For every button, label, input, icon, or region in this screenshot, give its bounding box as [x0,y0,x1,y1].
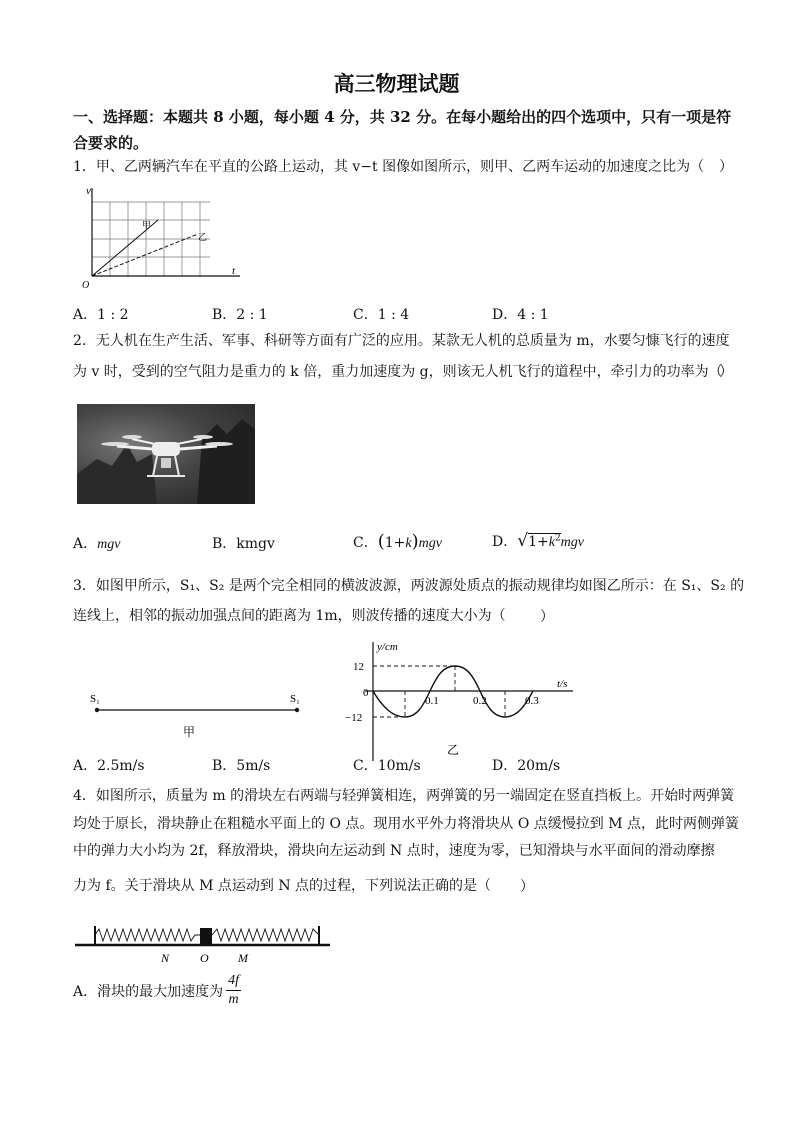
q2-stem-line2: 为 v 时，受到的空气阻力是重力的 k 倍，重力加速度为 g，则该无人机飞行的道程中，牵引力的功率为（ ） [73,364,733,380]
q3-stem-line2: 连线上，相邻的振动加强点间的距离为 1m，则波传播的速度大小为（ [73,608,506,624]
q1-line-a-label: 甲 [142,220,152,230]
q4-stem-line3: 中的弹力大小均为 2f，释放滑块，滑块向左运动到 N 点时，速度为零，已知滑块与水平面间的滑动摩擦 [73,843,715,859]
q3-origin: 0 [363,687,369,699]
q3-y-pos: 12 [353,661,364,673]
q3-tick-1: 0.2 [473,695,487,707]
q4-label-o: O [200,951,209,965]
q3-x-label: t/s [557,678,568,690]
q4-stem-line2: 均处于原长，滑块静止在粗糙水平面上的 O 点。现用水平外力将滑块从 O 点缓慢拉到 M 点，此时两侧弹簧 [73,816,739,832]
q1-y-label: v [86,185,91,197]
q1-line-b-label: 乙 [198,232,208,242]
q2-stem-line1: 2．无人机在生产生活、军事、科研等方面有广泛的应用。某款无人机的总质量为 m，水要匀慷飞行的速度 [73,333,730,349]
q3-fig-a [85,688,315,743]
page-title: 高三物理试题 [333,71,460,96]
q3-fig-b-caption: 乙 [447,743,460,757]
drone-photo [77,404,255,504]
q4-option-a-fraction: 4f m [228,973,240,1007]
q3-option-a[interactable]: A．2.5m/s [73,758,145,774]
q3-option-d[interactable]: D．20m/s [492,758,561,774]
q3-s2-label: S₁ [290,693,300,705]
q1-option-d[interactable]: D．4 : 1 [492,307,549,323]
q3-option-c[interactable]: C．10m/s [353,758,421,774]
q4-label-m: M [238,951,248,965]
drone-icon [77,404,255,504]
q3-stem-line1: 3．如图甲所示，S₁、S₂ 是两个完全相同的横波波源，两波源处质点的振动规律均如图乙所示：在 S₁、S₂ 的 [73,578,745,594]
section-heading: 一、选择题：本题共 8 小题，每小题 4 分，共 32 分。在每小题给出的四个选项中，只有一项是符合要求的。 [73,108,732,152]
q4-stem-line1: 4．如图所示，质量为 m 的滑块左右两端与轻弹簧相连，两弹簧的另一端固定在竖直挡板上。开始时两弹簧 [73,788,735,804]
q1-stem: 1．甲、乙两辆汽车在平直的公路上运动，其 v−t 图像如图所示，则甲、乙两车运动的加速度之比为（ ） [73,159,733,175]
q3-tick-2: 0.3 [525,695,539,707]
q4-label-n: N [161,951,170,965]
q4-stem-line4: 力为 f。关于滑块从 M 点运动到 N 点的过程，下列说法正确的是（ [73,878,492,894]
q4-option-a[interactable]: A．滑块的最大加速度为 4f m [73,973,240,1007]
q3-paren-close: ） [540,609,554,625]
q1-x-label: t [232,265,236,277]
q3-fig-b [335,636,585,762]
q1-vt-graph [80,182,250,294]
q3-option-b[interactable]: B．5m/s [212,758,271,774]
q3-y-neg: −12 [345,712,363,724]
q3-tick-0: 0.1 [425,695,439,707]
q3-s1-label: S₁ [90,693,100,705]
q1-option-a[interactable]: A．1 : 2 [73,307,129,323]
q1-origin: O [82,280,90,291]
q2-option-d[interactable]: D．$√1+k^2mgv$ [492,531,584,551]
q2-option-c[interactable]: C．(1+k)mgv [353,531,442,552]
q2-option-a[interactable]: A．mgv [73,536,121,552]
q2-option-b[interactable]: B．kmgv [212,536,275,552]
q1-option-b[interactable]: B．2 : 1 [212,307,268,323]
q4-spring-figure [75,920,335,968]
q4-paren-close: ） [520,879,534,895]
q1-option-c[interactable]: C．1 : 4 [353,307,410,323]
q3-fig-a-caption: 甲 [183,725,196,739]
q3-y-label: y/cm [377,641,398,653]
